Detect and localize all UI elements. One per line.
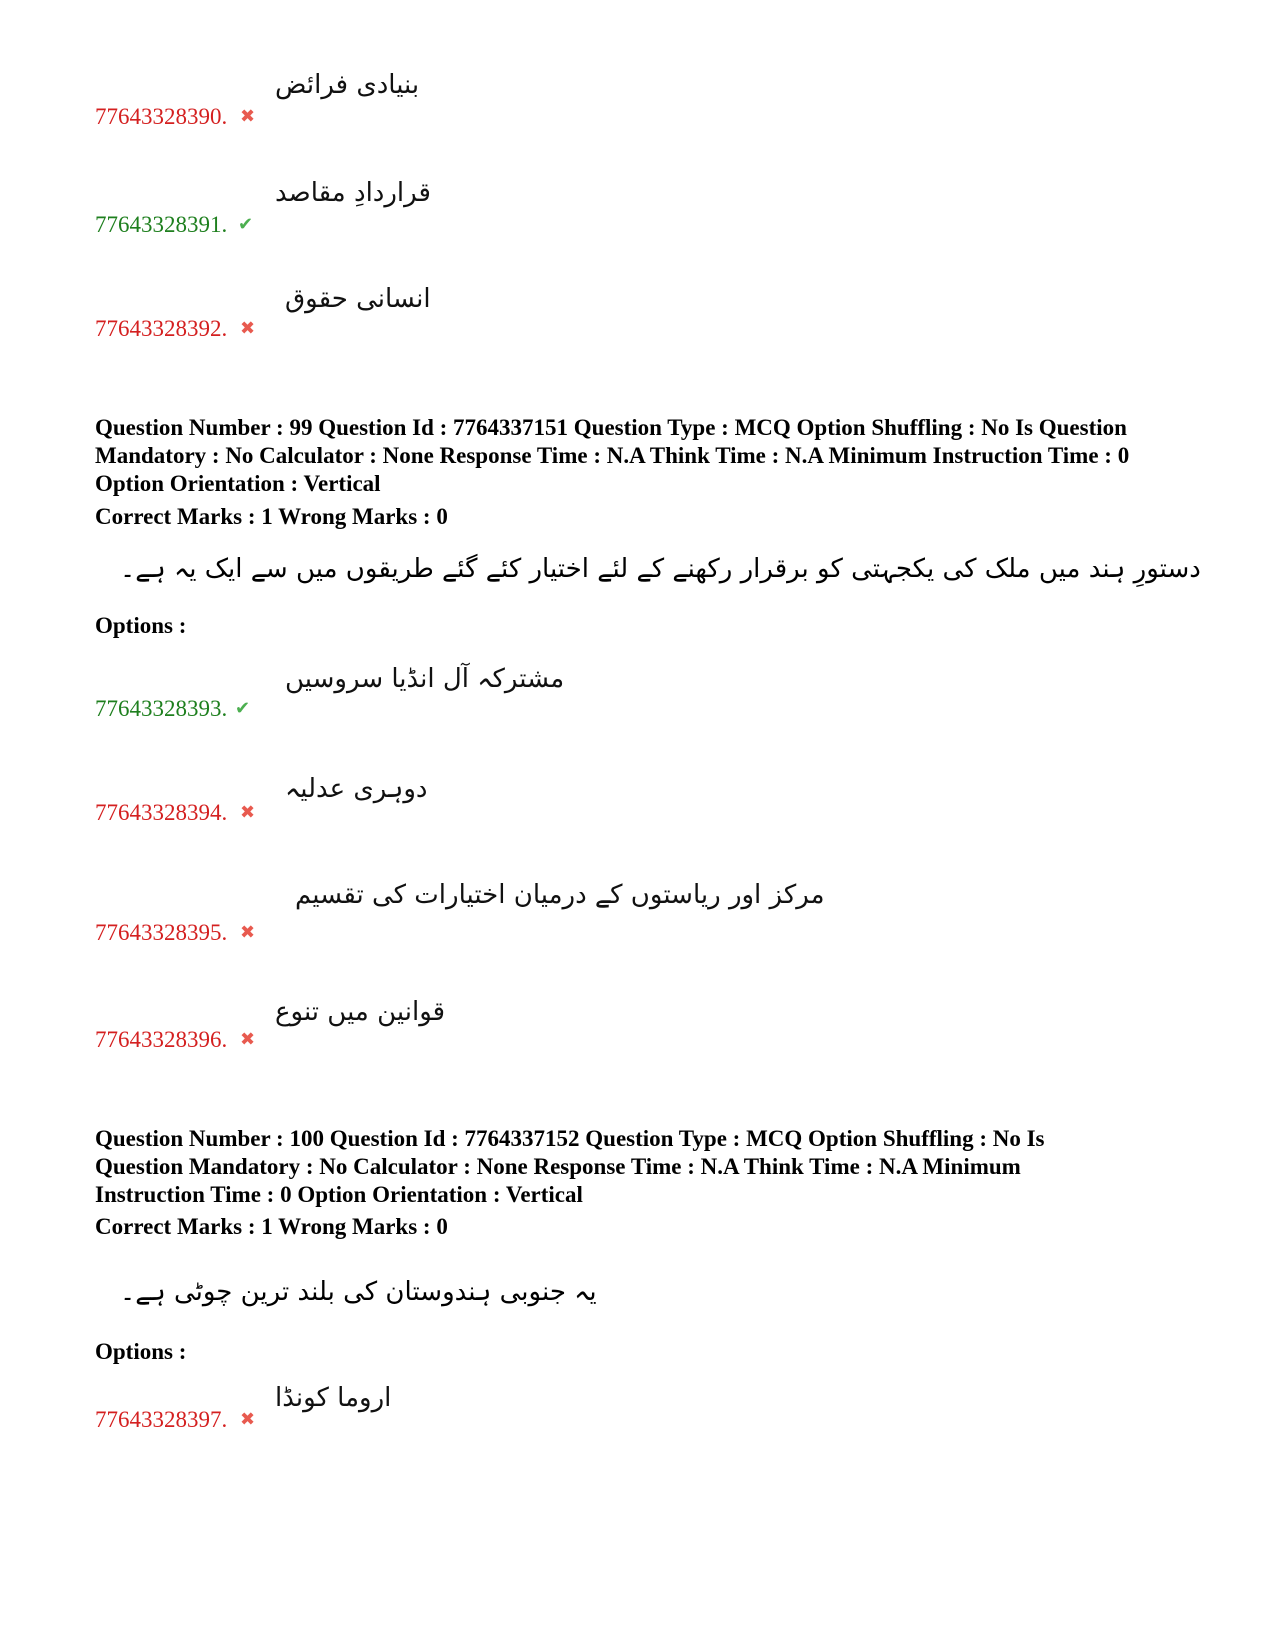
check-icon: ✔ [238, 214, 254, 235]
cross-icon: ✖ [240, 318, 256, 339]
option-text: دوہری عدلیہ [285, 774, 428, 804]
question-meta: Question Number : 100 Question Id : 7764337152 Question Type : MCQ Option Shuffling : No Is Question Mandatory : No Calculator : None Response Time : N.A Think Time : N.A Minimum Instruction Time : 0 Option Orientation : Vertical [95, 1126, 1045, 1207]
option-id: 77643328396. [95, 1027, 228, 1052]
option-id: 77643328397. [95, 1407, 228, 1432]
option-text: قوانین میں تنوع [275, 997, 446, 1027]
option-text: بنیادی فرائض [275, 70, 420, 100]
option-id: 77643328393. [95, 696, 228, 721]
option-text: قراردادِ مقاصد [275, 178, 431, 208]
option-item [95, 866, 995, 946]
option-item [95, 262, 995, 342]
option-text: انسانی حقوق [285, 284, 431, 314]
cross-icon: ✖ [240, 802, 256, 823]
options-label: Options : [95, 613, 187, 638]
question-meta: Question Number : 99 Question Id : 7764337151 Question Type : MCQ Option Shuffling : No Is Question Mandatory : No Calculator : None Response Time : N.A Think Time : N.A Minimum Instruction Time : 0 Option Orientation : Vertical [95, 415, 1130, 496]
check-icon: ✔ [235, 698, 251, 719]
option-text: مشترکہ آل انڈیا سروسیں [285, 664, 565, 694]
option-item [95, 1353, 995, 1433]
option-text: اروما کونڈا [275, 1383, 392, 1413]
option-id: 77643328395. [95, 920, 228, 945]
question-text: یہ جنوبی ہندوستان کی بلند ترین چوٹی ہے۔ [120, 1277, 597, 1307]
option-item [95, 746, 995, 826]
option-item [95, 158, 995, 238]
option-item [95, 642, 995, 722]
cross-icon: ✖ [240, 922, 256, 943]
option-item [95, 50, 995, 130]
question-marks: Correct Marks : 1 Wrong Marks : 0 [95, 1214, 448, 1239]
cross-icon: ✖ [240, 1029, 256, 1050]
question-text: دستورِ ہند میں ملک کی یکجہتی کو برقرار رکھنے کے لئے اختیار کئے گئے طریقوں میں سے ایک یہ ہے۔ [120, 554, 1201, 584]
option-id: 77643328391. [95, 212, 228, 237]
option-text: مرکز اور ریاستوں کے درمیان اختیارات کی تقسیم [295, 880, 825, 910]
option-id: 77643328390. [95, 104, 228, 129]
option-id: 77643328394. [95, 800, 228, 825]
cross-icon: ✖ [240, 106, 256, 127]
option-id: 77643328392. [95, 316, 228, 341]
cross-icon: ✖ [240, 1409, 256, 1430]
options-label: Options : [95, 1339, 187, 1364]
question-marks: Correct Marks : 1 Wrong Marks : 0 [95, 504, 448, 529]
option-item [95, 973, 995, 1053]
